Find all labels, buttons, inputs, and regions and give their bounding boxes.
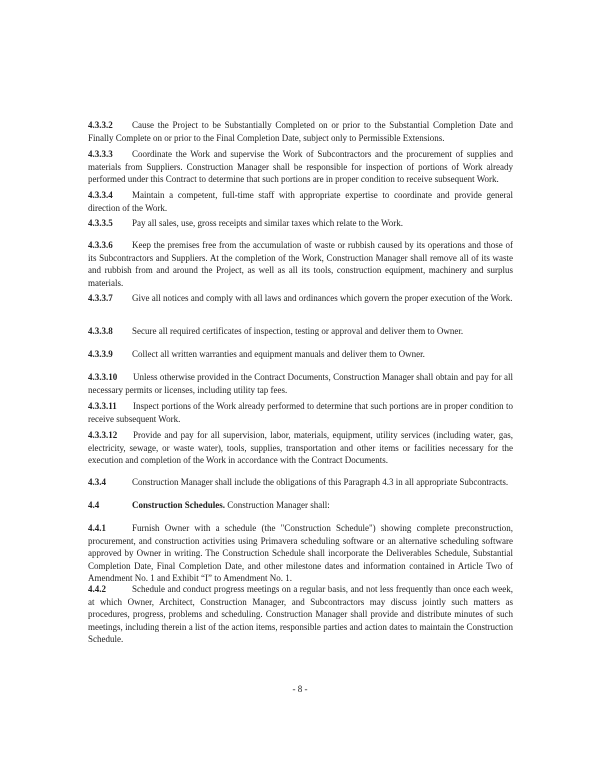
- paragraph-4-3-4: [88, 476, 513, 489]
- paragraph-4-3-3-4: [88, 189, 513, 214]
- paragraph-4-4: [88, 499, 513, 512]
- paragraph-4-3-3-11: [88, 400, 513, 425]
- paragraph-number: 4.4.1: [88, 523, 106, 533]
- paragraph-text: Collect all written warranties and equipment manuals and deliver them to Owner.: [132, 349, 425, 359]
- paragraph-4-3-3-6: [88, 239, 513, 289]
- paragraph-text: Coordinate the Work and supervise the Work of Subcontractors and the procurement of supplies and materials from Suppliers. Construction Manager shall be responsible for inspection of portions of Work already performed under this Contract to determine that such portions are in proper condition to receive subsequent Work.: [88, 149, 513, 185]
- paragraph-text: Furnish Owner with a schedule (the "Construction Schedule") showing complete preconstruction, procurement, and construction activities using Primavera scheduling software or an alternative scheduling software approved by Owner in writing. The Construction Schedule shall incorporate the Deliverables Schedule, Substantial Completion Date, Final Completion Date, and other milestone dates and information contained in Article Two of Amendment No. 1 and Exhibit “I” to Amendment No. 1.: [88, 523, 513, 584]
- paragraph-text: Provide and pay for all supervision, labor, materials, equipment, utility services (including water, gas, electricity, sewage, or waste water), tools, supplies, transportation and other items or facilities necessary for the execution and completion of the Work in accordance with the Contract Documents.: [88, 430, 513, 466]
- paragraph-number: 4.3.3.9: [88, 349, 113, 359]
- paragraph-text: Unless otherwise provided in the Contract Documents, Construction Manager shall obtain and pay for all necessary permits or licenses, including utility tap fees.: [88, 372, 513, 395]
- paragraph-text: Construction Manager shall include the obligations of this Paragraph 4.3 in all appropriate Subcontracts.: [132, 477, 509, 487]
- section-number: 4.4: [88, 500, 100, 510]
- page-number: - 8 -: [292, 684, 308, 694]
- paragraph-text: Keep the premises free from the accumulation of waste or rubbish caused by its operations and those of its Subcontractors and Suppliers. At the completion of the Work, Construction Manager shall remove all of its waste and rubbish from and around the Project, as well as all its tools, construction equipment, machinery and surplus materials.: [88, 240, 513, 288]
- paragraph-number: 4.3.3.3: [88, 149, 113, 159]
- paragraph-number: 4.3.3.8: [88, 326, 113, 336]
- paragraph-4-4-2: [88, 583, 513, 646]
- paragraph-4-3-3-7: [88, 292, 513, 305]
- paragraph-number: 4.3.3.10: [88, 372, 118, 382]
- paragraph-4-3-3-12: [88, 429, 513, 467]
- paragraph-number: 4.3.3.11: [88, 401, 117, 411]
- section-heading: Construction Schedules.: [132, 500, 226, 510]
- paragraph-text: Inspect portions of the Work already performed to determine that such portions are in proper condition to receive subsequent Work.: [88, 401, 513, 424]
- paragraph-4-3-3-3: [88, 148, 513, 186]
- paragraph-number: 4.3.4: [88, 477, 106, 487]
- paragraph-4-3-3-2: [88, 119, 513, 144]
- paragraph-4-3-3-5: [88, 217, 513, 230]
- paragraph-4-3-3-9: [88, 348, 513, 361]
- paragraph-number: 4.3.3.7: [88, 293, 113, 303]
- paragraph-text: Secure all required certificates of inspection, testing or approval and deliver them to Owner.: [132, 326, 464, 336]
- paragraph-4-3-3-8: [88, 325, 513, 338]
- paragraph-number: 4.3.3.12: [88, 430, 118, 440]
- paragraph-number: 4.3.3.6: [88, 240, 113, 250]
- paragraph-text: Schedule and conduct progress meetings on a regular basis, and not less frequently than once each week, at which Owner, Architect, Construction Manager, and Subcontractors may discuss jointly such matters as procedures, progress, problems and scheduling. Construction Manager shall provide and distribute minutes of such meetings, including therein a list of the action items, responsible parties and action dates to maintain the Construction Schedule.: [88, 584, 513, 645]
- paragraph-number: 4.3.3.4: [88, 190, 113, 200]
- paragraph-number: 4.3.3.2: [88, 120, 113, 130]
- paragraph-4-4-1: [88, 522, 513, 585]
- paragraph-text: Give all notices and comply with all laws and ordinances which govern the proper execution of the Work.: [132, 293, 513, 303]
- paragraph-text: Construction Manager shall:: [225, 500, 330, 510]
- paragraph-text: Cause the Project to be Substantially Completed on or prior to the Substantial Completion Date and Finally Complete on or prior to the Final Completion Date, subject only to Permissible Extensions.: [88, 120, 513, 143]
- paragraph-text: Maintain a competent, full-time staff with appropriate expertise to coordinate and provide general direction of the Work.: [88, 190, 513, 213]
- paragraph-number: 4.3.3.5: [88, 218, 113, 228]
- paragraph-number: 4.4.2: [88, 584, 106, 594]
- paragraph-text: Pay all sales, use, gross receipts and similar taxes which relate to the Work.: [132, 218, 404, 228]
- paragraph-4-3-3-10: [88, 371, 513, 396]
